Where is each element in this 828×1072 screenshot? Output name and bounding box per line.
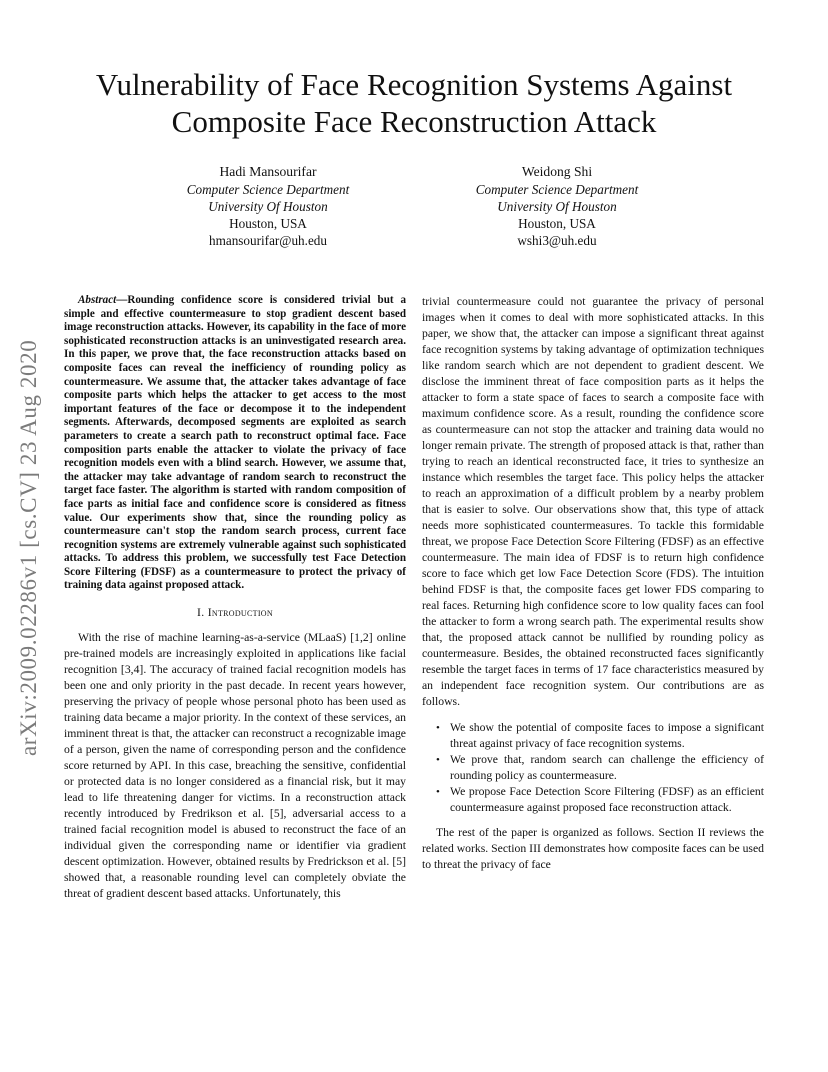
author-location: Houston, USA: [518, 216, 596, 231]
author-name: Hadi Mansourifar: [219, 164, 317, 179]
bullet-icon: •: [436, 786, 440, 798]
contribution-text: We propose Face Detection Score Filtering (FDSF) as an efficient countermeasure against proposed face reconstruction attack.: [450, 785, 764, 814]
section-heading-introduction: [64, 605, 406, 621]
contribution-text: We show the potential of composite faces to impose a significant threat against privacy of face recognition systems.: [450, 721, 764, 750]
section-number: I.: [197, 606, 208, 620]
bullet-icon: •: [436, 754, 440, 766]
author-email: wshi3@uh.edu: [517, 233, 597, 248]
list-item: [422, 784, 764, 816]
right-column: [422, 294, 764, 873]
contributions-list: [422, 720, 764, 816]
abstract: [64, 294, 406, 593]
list-item: [422, 720, 764, 752]
intro-paragraph-1-continued: trivial countermeasure could not guarantee the privacy of personal images when it comes to deal with more sophisticated attacks. In this paper, we show that, the attacker can impose a significant threat against face recognition systems by taking advantage of optimization techniques like random search which are not dependent to gradient descent. We disclose the imminent threat of face composition parts as it helps the attacker to form a state space of faces to search a composite face with maximum confidence score. As a result, rounding the confidence score as countermeasure can not stop the attacker and training data would no longer remain private. The strength of proposed attack is that, rather than trying to reach an identical reconstructed face, it tries to synthesize an instance which resembles the target face. This policy helps the attacker to reach an approximation of a difficult problem by a nearby problem that is easier to solve. Our observations show that, this type of attack needs more sophisticated countermeasures. To tackle this formidable threat, we propose Face Detection Score Filtering (FDSF) as an effective countermeasure. The main idea of FDSF is to return high confidence score to face which get low Face Detection Score (FDS). The intuition behind FDSF is that, the composite faces get lower FDS comparing to real faces. Returning high confidence score to low quality faces can fool the attacker to form a wrong search path. The experimental results show that, the proposed attack cannot be nullified by rounding policy as countermeasure. Besides, the obtained reconstructed faces significantly resemble the target faces in terms of 17 face characteristics measured by an independent face recognition system. Our contributions are as follows.: [422, 295, 764, 708]
author-block-2: [427, 163, 687, 249]
title-line-1: Vulnerability of Face Recognition Systems Against: [95, 67, 733, 102]
author-location: Houston, USA: [229, 216, 307, 231]
arxiv-stamp: arXiv:2009.02286v1 [cs.CV] 23 Aug 2020: [16, 339, 41, 756]
author-block-1: [138, 163, 398, 249]
left-column: [64, 294, 406, 902]
contribution-text: We prove that, random search can challenge the efficiency of rounding policy as countermeasure.: [450, 753, 764, 782]
author-name: Weidong Shi: [521, 164, 593, 179]
author-department: Computer Science Department: [186, 182, 350, 197]
intro-paragraph-1: With the rise of machine learning-as-a-service (MLaaS) [1,2] online pre-trained models are increasingly exploited in applications like facial recognition [3,4]. The accuracy of trained facial recognition models has been one and only priority in the past decade. In recent years however, preserving the privacy of people whose personal photo has been used as training data became a major priority. In the context of these services, an imminent threat is that, the attacker can reconstruct a recognizable image of a person, given the name of corresponding person and the confidence score returned by API. In this case, breaching the sensitive, confidential or protected data is no longer considered as a financial risk, but it may lead to life threatening danger for victims. In a reconstruction attack recently introduced by Fredrikson et al. [5], adversarial access to a trained facial recognition model is abused to reconstruct the face of an individual given the corresponding name or identifier via gradient descent optimization. However, obtained results by Fredrickson et al. [5] showed that, a reasonable rounding level can completely obviate the threat of gradient descent based attacks. Unfortunately, this: [64, 631, 406, 901]
author-university: University Of Houston: [208, 199, 328, 214]
bullet-icon: •: [436, 722, 440, 734]
abstract-text: —Rounding confidence score is considered trivial but a simple and effective countermeasure to stop gradient descent based image reconstruction attacks. However, its capability in the face of more sophisticated reconstruction attacks is an uninvestigated research area. In this paper, we prove that, the face reconstruction attacks based on composite faces can reveal the inefficiency of rounding policy as countermeasure. We assume that, the attacker takes advantage of face composite parts which helps the attacker to get access to the most important features of the face or decompose it to the independent segments. Afterwards, decomposed segments are exploited as search parameters to create a search path to reconstruct optimal face. Face composition parts enable the attacker to violate the privacy of face recognition models even with a blind search. However, we assume that, the attacker may take advantage of random search to reconstruct the target face faster. The algorithm is started with random composition of face parts as initial face and confidence score is considered as fitness value. Our experiments show that, since the rounding policy as countermeasure can't stop the random search process, current face recognition systems are extremely vulnerable against such sophisticated attacks. To address this problem, we successfully test Face Detection Score Filtering (FDSF) as a countermeasure to protect the privacy of training data against proposed attack.: [64, 294, 406, 592]
author-university: University Of Houston: [497, 199, 617, 214]
title-line-2: Composite Face Reconstruction Attack: [171, 104, 657, 139]
author-department: Computer Science Department: [475, 182, 639, 197]
author-email: hmansourifar@uh.edu: [209, 233, 327, 248]
abstract-label: Abstract: [78, 294, 117, 306]
section-title: Introduction: [207, 606, 273, 620]
paper-title: [40, 66, 788, 140]
intro-paragraph-2: The rest of the paper is organized as follows. Section II reviews the related works. Section III demonstrates how composite faces can be used to threat the privacy of face: [422, 826, 764, 871]
list-item: [422, 752, 764, 784]
